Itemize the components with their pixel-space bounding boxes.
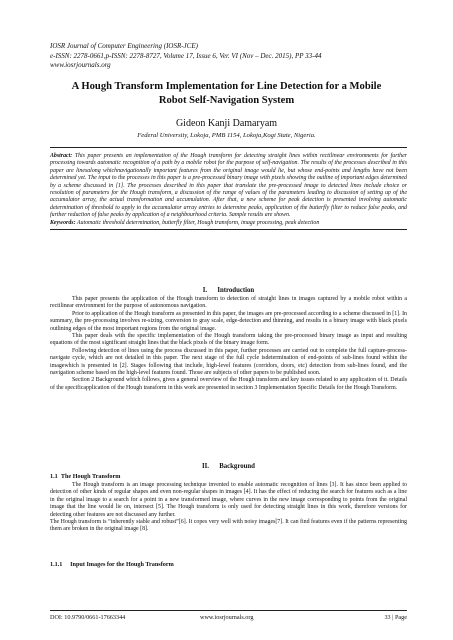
abstract-label: Abstract: bbox=[50, 153, 73, 159]
section-heading-introduction: I. Introduction bbox=[202, 287, 255, 294]
title-line-1: A Hough Transform Implementation for Line Detection for a Mobile bbox=[71, 81, 382, 92]
keywords-text: Automatic threshold determination, butterfly filter, Hough transform, image processing, peak detection bbox=[76, 219, 320, 226]
section-heading-background: II. Background bbox=[202, 463, 255, 470]
abstract-top-rule bbox=[50, 147, 407, 148]
author-name: Gideon Kanji Damaryam bbox=[175, 118, 278, 129]
keywords bbox=[50, 220, 407, 227]
introduction-body bbox=[50, 296, 407, 392]
title-line-2: Robot Self-Navigation System bbox=[158, 95, 295, 106]
subsubsection-heading-input-images: 1.1.1 Input Images for the Hough Transform bbox=[50, 561, 174, 568]
footer-page-number: 33 | Page bbox=[384, 614, 407, 621]
page-footer bbox=[50, 610, 407, 622]
intro-paragraph: This paper deals with the specific implementation of the Hough transform taking the pre-processed binary image as input and resulting equations of the most significant straight lines that the black pixels of the binary image form. bbox=[50, 333, 407, 347]
journal-name: IOSR Journal of Computer Engineering (IOSR-JCE) bbox=[50, 42, 198, 50]
footer-doi: DOI: 10.9790/0661-17663344 bbox=[50, 614, 126, 621]
footer-website: www.iosrjournals.org bbox=[200, 614, 254, 621]
paper-title bbox=[40, 80, 413, 108]
abstract-block bbox=[50, 147, 407, 230]
intro-paragraph: This paper presents the application of the Hough transform to detection of straight lines in images captured by a mobile robot within a rectilinear environment for the purpose of autonomous navigation. bbox=[50, 296, 407, 310]
intro-paragraph: Section 2 Background which follows, gives a general overview of the Hough transform and key issues related to any application of it. Details of the specificapplication of the Hough transform in this work are presented in section 3 Implementation Specific Details for the Hough Transform. bbox=[50, 377, 407, 391]
author-affiliation: Federal University, Lokoja, PMB 1154, Lokoja,Kogi State, Nigeria. bbox=[137, 132, 316, 139]
journal-header bbox=[50, 42, 410, 71]
intro-paragraph: Following detection of lines using the process discussed in this paper, further processes are carried out to complete the full capture-process-navigate cycle, which are not detailed in this paper. The next stage of the full cycle isdetermination of end-points of sub-lines found within the imagewhich is presented in [2]. Stages following that include, high-level features (corridors, doors, etc) detection from sub-lines found, and the navigation scheme based on the high-level features found. Those are subjects of other papers to be published soon. bbox=[50, 347, 407, 377]
intro-paragraph: Prior to application of the Hough transform as presented in this paper, the images are pre-processed according to a scheme discussed in [1]. In summary, the pre-processing involves re-sizing, conversion to gray scale, edge-detection and thinning, and results in a binary image with black pixels outlining edges of the most important regions from the original image. bbox=[50, 310, 407, 332]
abstract-bottom-rule bbox=[50, 229, 407, 230]
abstract-text: This paper presents an implementation of the Hough transform for detecting straight lines within rectilinear environments for further processing towards automatic recognition of a path by a mobile robot for the purpose of self-navigation. The results of the processes described in this paper are linesalong whichnavigationally important features from the original image would lie, but whose end-points and lengths have not been determined yet. The input to the processes in this paper is a pre-processed binary image with pixels showing the outline of important edges determined by a scheme discussed in [1]. The processes described in this paper that translate the pre-processed image to detected lines include choice or resolution of parameters for the Hough transform, a discussion of the range of values of the parameters leading to discussion of setting up of the accumulator array, the actual transformation and accumulation. After that, a new scheme for peak detection is presented involving automatic determination of threshold to apply to the accumulator array entries to determine peaks, application of the butterfly filter to reduce false peaks, and further reduction of false peaks by application of a neighbourhood criteria. Sample results are shown. bbox=[50, 153, 407, 219]
keywords-label: Keywords: bbox=[50, 219, 76, 226]
background-paragraph: The Hough transform is an image processing technique invented to enable automatic recognition of lines [3]. It has since been applied to detection of other kinds of regular shapes and even non-regular shapes in images [4]. It has the effect of reducing the search for features such as a line in the original image to a search for a point in a new transformed image, where curves in the new image corresponding to points from the original image that the line would lie on, intersect [5]. The Hough transform is only used for detecting straight lines in this work, therefore versions for detecting other features are not discussed any further. bbox=[50, 482, 407, 518]
background-body bbox=[50, 482, 407, 534]
background-paragraph: The Hough transform is “inherently stable and robust”[6]. It copes very well with noisy images[7]. It can find features even if the patterns representing them are broken in the original image [8]. bbox=[50, 519, 407, 533]
subsection-heading-hough: 1.1 The Hough Transform bbox=[50, 473, 121, 480]
abstract bbox=[50, 153, 407, 220]
journal-website: www.iosrjournals.org bbox=[50, 61, 111, 69]
issn-line: e-ISSN: 2278-0661,p-ISSN: 2278-8727, Volume 17, Issue 6, Ver. VI (Nov – Dec. 2015), PP 33-44 bbox=[50, 51, 322, 60]
